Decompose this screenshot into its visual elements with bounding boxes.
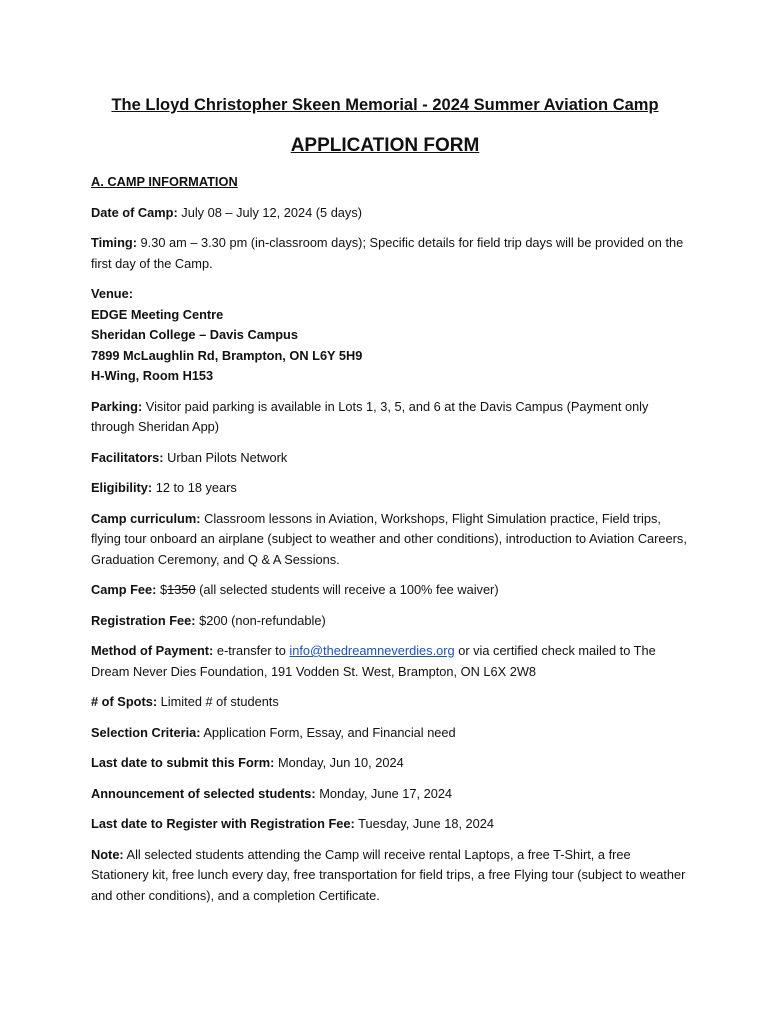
venue-line-1: EDGE Meeting Centre <box>91 306 224 322</box>
parking <box>91 397 691 438</box>
registration-fee <box>91 611 691 632</box>
last-date-submit-label: Last date to submit this Form: <box>91 755 275 770</box>
camp-curriculum <box>91 509 691 571</box>
announcement-label: Announcement of selected students: <box>91 785 316 801</box>
date-label: Date of Camp: <box>91 204 178 220</box>
email-link[interactable]: info@thedreamneverdies.org <box>289 643 455 658</box>
selection-label: Selection Criteria: <box>91 724 201 740</box>
fee-label: Camp Fee: <box>91 582 157 597</box>
venue <box>91 284 691 387</box>
facilitators-label: Facilitators: <box>91 449 164 465</box>
selection-criteria <box>91 723 691 744</box>
facilitators-value: Urban Pilots Network <box>163 449 288 465</box>
parking-label: Parking: <box>91 398 143 414</box>
last-date-register-label: Last date to Register with Registration Fee: <box>91 816 355 831</box>
venue-line-2: Sheridan College – Davis Campus <box>91 327 298 342</box>
note-label: Note: <box>91 846 124 862</box>
spots-label: # of Spots: <box>91 694 158 709</box>
number-of-spots <box>91 692 691 713</box>
fee-amount-struck: 1350 <box>167 582 196 597</box>
parking-value: Visitor paid parking is available in Lots 1, 3, 5, and 6 at the Davis Campus (Payment only through Sheridan App) <box>91 398 649 434</box>
camp-fee <box>91 580 691 601</box>
selection-value: Application Form, Essay, and Financial need <box>200 724 456 740</box>
registration-fee-value: $200 (non-refundable) <box>195 612 326 628</box>
form-title: APPLICATION FORM <box>290 135 480 156</box>
date-value: July 08 – July 12, 2024 (5 days) <box>177 204 362 220</box>
payment-label: Method of Payment: <box>91 643 214 658</box>
curriculum-label: Camp curriculum: <box>91 510 201 526</box>
eligibility-label: Eligibility: <box>91 480 153 495</box>
last-date-register <box>91 814 691 835</box>
fee-value: (all selected students will receive a 100% fee waiver) <box>195 582 499 597</box>
last-date-register-value: Tuesday, June 18, 2024 <box>354 816 495 831</box>
payment-value-before: e-transfer to <box>213 643 290 658</box>
last-date-submit-value: Monday, Jun 10, 2024 <box>274 755 404 770</box>
spots-value: Limited # of students <box>157 694 279 709</box>
facilitators <box>91 448 691 469</box>
section-heading: A. CAMP INFORMATION <box>91 174 238 189</box>
document-title: The Lloyd Christopher Skeen Memorial - 2024 Summer Aviation Camp <box>111 96 659 114</box>
date-of-camp <box>91 203 691 224</box>
timing <box>91 233 691 274</box>
eligibility <box>91 478 691 499</box>
last-date-submit <box>91 753 691 774</box>
camp-information-section <box>91 172 691 916</box>
payment-value-after: or via certified check mailed to The Dream Never Dies Foundation, 191 Vodden St. West, Brampton, ON L6X 2W8 <box>91 643 656 679</box>
fee-currency: $ <box>156 582 168 597</box>
venue-line-4: H-Wing, Room H153 <box>91 368 214 383</box>
timing-value: 9.30 am – 3.30 pm (in-classroom days); Specific details for field trip days will be provided on the first day of the Camp. <box>91 235 684 271</box>
announcement-date <box>91 784 691 805</box>
timing-label: Timing: <box>91 235 137 250</box>
note-value: All selected students attending the Camp will receive rental Laptops, a free T-Shirt, a free Stationery kit, free lunch every day, free transportation for field trips, a free Flying tour (subject to weather and other conditions), and a completion Certificate. <box>91 846 686 903</box>
registration-fee-label: Registration Fee: <box>91 612 196 628</box>
method-of-payment <box>91 641 691 682</box>
eligibility-value: 12 to 18 years <box>152 480 237 495</box>
announcement-value: Monday, June 17, 2024 <box>315 785 453 801</box>
note <box>91 845 691 907</box>
venue-line-3: 7899 McLaughlin Rd, Brampton, ON L6Y 5H9 <box>91 347 363 363</box>
venue-label: Venue: <box>91 286 133 301</box>
curriculum-value: Classroom lessons in Aviation, Workshops, Flight Simulation practice, Field trips, flying tour onboard an airplane (subject to weather and other conditions), introduction to Aviation Careers, Graduation Ceremony, and Q & A Sessions. <box>91 510 687 567</box>
